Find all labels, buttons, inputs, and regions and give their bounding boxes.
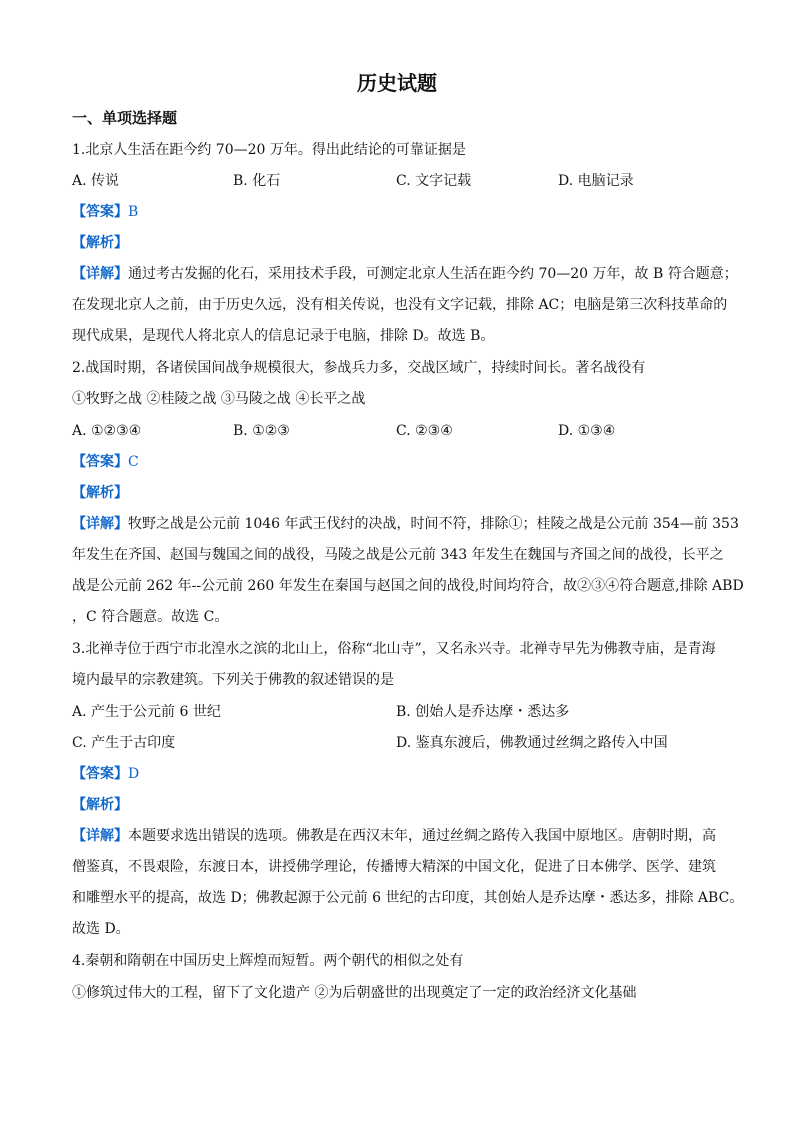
question-3-detail-line-1 (72, 826, 716, 846)
question-2-detail-line-1 (72, 514, 739, 534)
detail-label: 【详解】 (72, 828, 128, 844)
question-3-detail-line-4: 故选 D。 (72, 921, 130, 937)
question-3-option-c: C. 产生于古印度 (72, 735, 176, 751)
question-2-option-a: A. ①②③④ (72, 423, 142, 439)
question-1-detail-line-3: 现代成果，是现代人将北京人的信息记录于电脑，排除 D。故选 B。 (72, 328, 495, 344)
question-1-option-d: D. 电脑记录 (558, 173, 634, 189)
answer-value: D (128, 766, 140, 782)
question-1-stem: 1.北京人生活在距今约 70—20 万年。得出此结论的可靠证据是 (72, 142, 466, 158)
detail-text: 通过考古发掘的化石，采用技术手段，可测定北京人生活在距今约 70—20 万年，故 B 符合题意； (128, 266, 738, 282)
answer-label: 【答案】 (72, 454, 128, 470)
detail-text: 本题要求选出错误的选项。佛教是在西汉末年，通过丝绸之路传入我国中原地区。唐朝时期，高 (128, 828, 716, 844)
question-2-stem-line-1: 2.战国时期，各诸侯国间战争规模很大，参战兵力多，交战区域广，持续时间长。著名战役有 (72, 360, 646, 376)
detail-label: 【详解】 (72, 266, 128, 282)
question-3-stem-line-1: 3.北禅寺位于西宁市北湟水之滨的北山上，俗称“北山寺”，又名永兴寺。北禅寺早先为佛教寺庙，是青海 (72, 641, 716, 657)
analysis-label: 【解析】 (72, 485, 128, 501)
question-2-analysis-label (72, 483, 128, 503)
question-1-detail-line-2: 在发现北京人之前，由于历史久远，没有相关传说，也没有文字记载，排除 AC；电脑是第三次科技革命的 (72, 297, 728, 313)
question-3-stem-line-2: 境内最早的宗教建筑。下列关于佛教的叙述错误的是 (72, 672, 394, 688)
question-1-answer (72, 202, 138, 222)
section-heading: 一、单项选择题 (72, 109, 178, 127)
question-1-option-c: C. 文字记载 (396, 173, 472, 189)
analysis-label: 【解析】 (72, 235, 128, 251)
question-2-detail-line-4: ，C 符合题意。故选 C。 (72, 609, 229, 625)
detail-text: 牧野之战是公元前 1046 年武王伐纣的决战，时间不符，排除①；桂陵之战是公元前 354—前 353 (128, 516, 739, 532)
question-2-detail-line-3: 战是公元前 262 年--公元前 260 年发生在秦国与赵国之间的战役,时间均符合，故②③④符合题意,排除 ABD (72, 578, 744, 594)
question-4-stem-line-1: 4.秦朝和隋朝在中国历史上辉煌而短暂。两个朝代的相似之处有 (72, 953, 464, 969)
question-3-detail-line-3: 和雕塑水平的提高，故选 D；佛教起源于公元前 6 世纪的古印度，其创始人是乔达摩・悉达多，排除 ABC。 (72, 890, 744, 906)
question-2-stem-line-2: ①牧野之战 ②桂陵之战 ③马陵之战 ④长平之战 (72, 391, 366, 407)
question-3-option-a: A. 产生于公元前 6 世纪 (72, 704, 221, 720)
page-title: 历史试题 (357, 71, 437, 95)
question-3-analysis-label (72, 795, 128, 815)
answer-value: B (128, 204, 139, 220)
question-2-option-d: D. ①③④ (558, 423, 616, 439)
question-2-answer (72, 452, 139, 472)
question-2-detail-line-2: 年发生在齐国、赵国与魏国之间的战役，马陵之战是公元前 343 年发生在魏国与齐国之间的战役，长平之 (72, 547, 724, 563)
question-1-detail-line-1 (72, 264, 738, 284)
question-1-option-b: B. 化石 (233, 173, 281, 189)
question-3-answer (72, 764, 139, 784)
question-3-option-d: D. 鉴真东渡后，佛教通过丝绸之路传入中国 (396, 735, 668, 751)
detail-label: 【详解】 (72, 516, 128, 532)
question-1-analysis-label (72, 233, 128, 253)
question-3-detail-line-2: 僧鉴真，不畏艰险，东渡日本，讲授佛学理论，传播博大精深的中国文化，促进了日本佛学、医学、建筑 (72, 859, 716, 875)
answer-label: 【答案】 (72, 204, 128, 220)
question-3-option-b: B. 创始人是乔达摩・悉达多 (396, 704, 570, 720)
question-1-option-a: A. 传说 (72, 173, 120, 189)
answer-value: C (128, 454, 139, 470)
question-2-option-c: C. ②③④ (396, 423, 453, 439)
answer-label: 【答案】 (72, 766, 128, 782)
question-2-option-b: B. ①②③ (233, 423, 290, 439)
question-4-stem-line-2: ①修筑过伟大的工程，留下了文化遗产 ②为后朝盛世的出现奠定了一定的政治经济文化基础 (72, 985, 637, 1001)
analysis-label: 【解析】 (72, 797, 128, 813)
